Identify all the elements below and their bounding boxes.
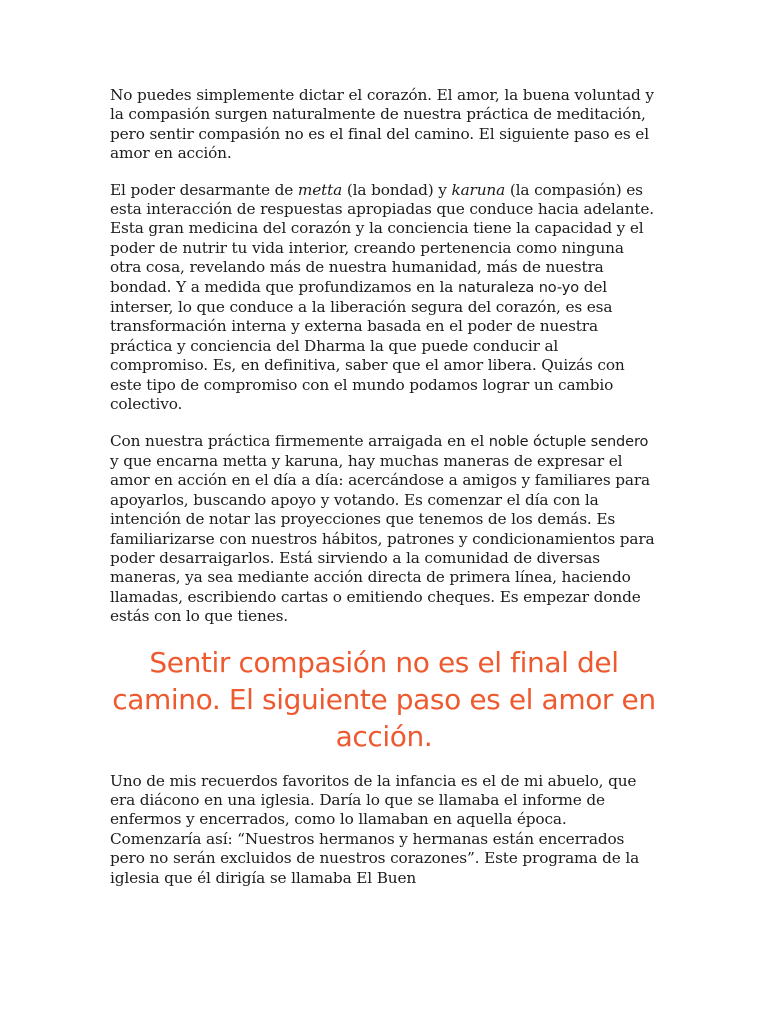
paragraph-4: Uno de mis recuerdos favoritos de la infancia es el de mi abuelo, que era diácono en una iglesia. Daría lo que se llamaba el informe de enfermos y encerrados, como lo llamaban en aquella época. Comenzaría así: “Nuestros hermanos y hermanas están encerrados pero no serán excluidos de nuestros corazones”. Este programa de la iglesia que él dirigía se llamaba El Buen xyxy=(110,771,640,887)
paragraph-2 xyxy=(110,181,658,415)
paragraph-1: No puedes simplemente dictar el corazón. El amor, la buena voluntad y la compasión surgen naturalmente de nuestra práctica de meditación, pero sentir compasión no es el final del camino. El siguiente paso es el amor en acción. xyxy=(110,86,654,163)
paragraph-2-text-1: El poder desarmante de xyxy=(110,180,298,199)
paragraph-3-text-2: y que encarna metta y karuna, hay muchas maneras de expresar el amor en acción en el día a día: acercándose a amigos y familiares para apoyarlos, buscando apoyo y votando. Es comenzar el día con la intención de notar las proyecciones que tenemos de los demás. Es familiarizarse con nuestros hábitos, patrones y condicionamientos para poder desarraigarlos. Está sirviendo a la comunidad de diversas maneras, ya sea mediante acción directa de primera línea, haciendo llamadas, escribiendo cartas o emitiendo cheques. Es empezar donde estás con lo que tienes. xyxy=(110,451,655,626)
karuna-term: karuna xyxy=(451,180,506,199)
paragraph-2-text-4: del interser, lo que conduce a la liberación segura del corazón, es esa transformación interna y externa basada en el poder de nuestra práctica y conciencia del Dharma la que puede conducir al compromiso. Es, en definitiva, saber que el amor libera. Quizás con este tipo de compromiso con el mundo podamos lograr un cambio colectivo. xyxy=(110,277,625,414)
pull-quote: Sentir compasión no es el final del camino. El siguiente paso es el amor en acción. xyxy=(112,645,656,753)
metta-term: metta xyxy=(297,180,343,199)
noble-octuple-sendero-link[interactable]: noble óctuple sendero xyxy=(488,433,649,450)
article-body xyxy=(110,86,658,888)
naturaleza-no-yo-link[interactable]: naturaleza no-yo xyxy=(457,279,579,296)
paragraph-3 xyxy=(110,432,658,627)
paragraph-2-text-3: (la compasión) es esta interacción de respuestas apropiadas que conduce hacia adelante. Esta gran medicina del corazón y la conciencia tiene la capacidad y el poder de nutrir tu vida interior, creando pertenencia como ninguna otra cosa, revelando más de nuestra humanidad, más de nuestra bondad. Y a medida que profundizamos en la xyxy=(110,180,654,296)
paragraph-2-text-2: (la bondad) y xyxy=(342,180,452,199)
paragraph-3-text-1: Con nuestra práctica firmemente arraigada en el xyxy=(110,431,489,450)
